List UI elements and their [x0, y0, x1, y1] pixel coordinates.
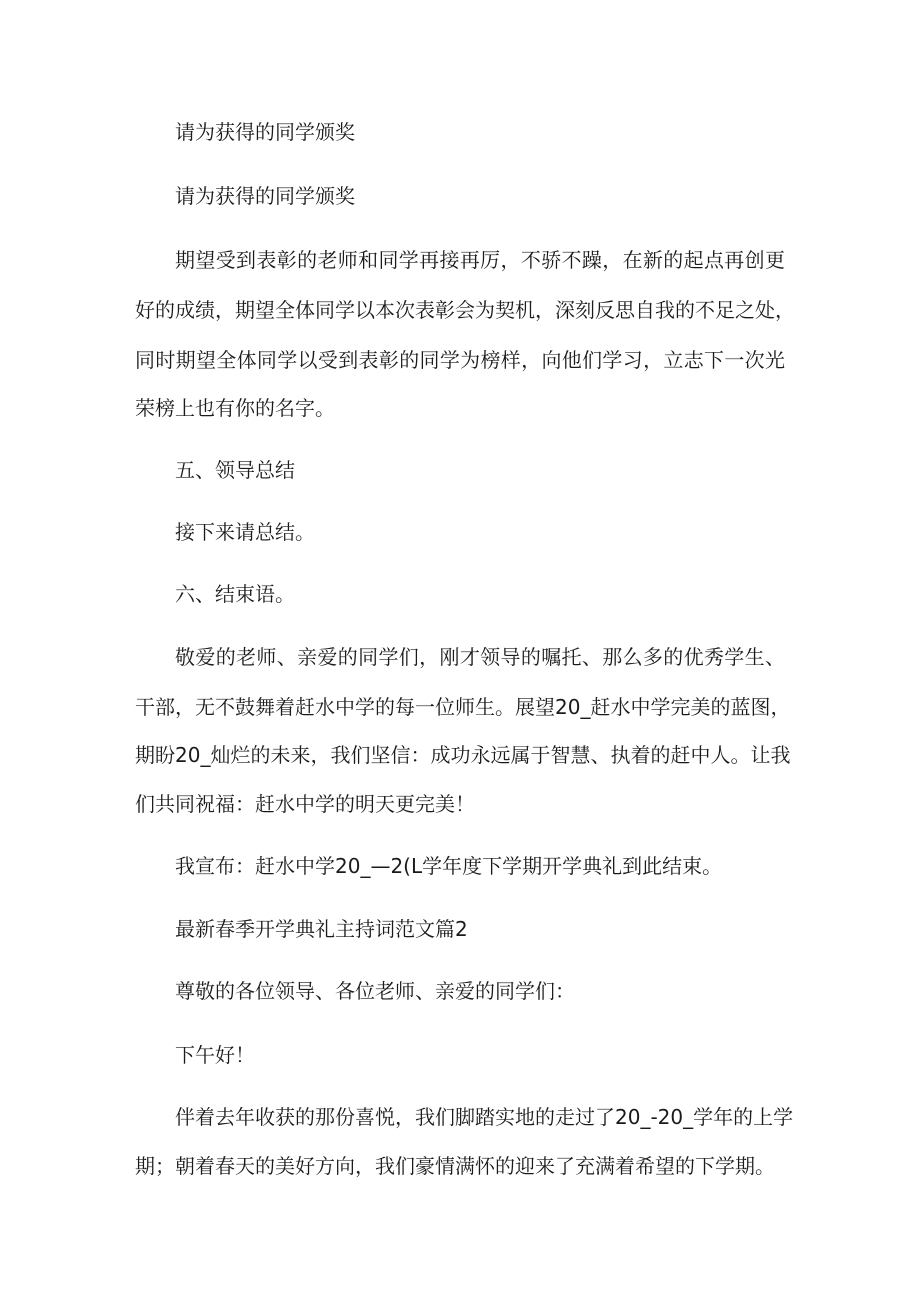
award-line-1: 请为获得的同学颁奖 [175, 120, 355, 144]
paragraph-hope-line-3: 同时期望全体同学以受到表彰的同学为榜样，向他们学习，立志下一次光 [135, 348, 785, 372]
greeting-line: 尊敬的各位领导、各位老师、亲爱的同学们： [175, 979, 575, 1003]
summary-line: 接下来请总结。 [175, 520, 315, 544]
closing-paragraph-line-2: 干部，无不鼓舞着赶水中学的每一位师生。展望20_赶水中学完美的蓝图， [135, 695, 791, 719]
closing-paragraph-line-1: 敬爱的老师、亲爱的同学们，刚才领导的嘱托、那么多的优秀学生、 [175, 645, 785, 669]
section-heading-5: 五、领导总结 [175, 458, 295, 482]
opening-paragraph-line-1: 伴着去年收获的那份喜悦，我们脚踏实地的走过了20_-20_学年的上学 [175, 1105, 794, 1129]
closing-paragraph-line-4: 们共同祝福：赶水中学的明天更完美！ [135, 792, 475, 816]
paragraph-hope-line-2: 好的成绩，期望全体同学以本次表彰会为契机，深刻反思自我的不足之处， [135, 298, 795, 322]
award-line-2: 请为获得的同学颁奖 [175, 184, 355, 208]
paragraph-hope-line-4: 荣榜上也有你的名字。 [135, 396, 335, 420]
opening-paragraph-line-2: 期；朝着春天的美好方向，我们豪情满怀的迎来了充满着希望的下学期。 [135, 1154, 775, 1178]
section-heading-6: 六、结束语。 [175, 582, 295, 606]
paragraph-hope-line-1: 期望受到表彰的老师和同学再接再厉，不骄不躁，在新的起点再创更 [175, 248, 785, 272]
closing-announcement: 我宣布：赶水中学20_—2(L学年度下学期开学典礼到此结束。 [175, 854, 723, 878]
good-afternoon-line: 下午好！ [175, 1043, 255, 1067]
closing-paragraph-line-3: 期盼20_灿烂的未来，我们坚信：成功永远属于智慧、执着的赶中人。让我 [135, 743, 791, 767]
article-2-title: 最新春季开学典礼主持词范文篇2 [175, 917, 468, 941]
